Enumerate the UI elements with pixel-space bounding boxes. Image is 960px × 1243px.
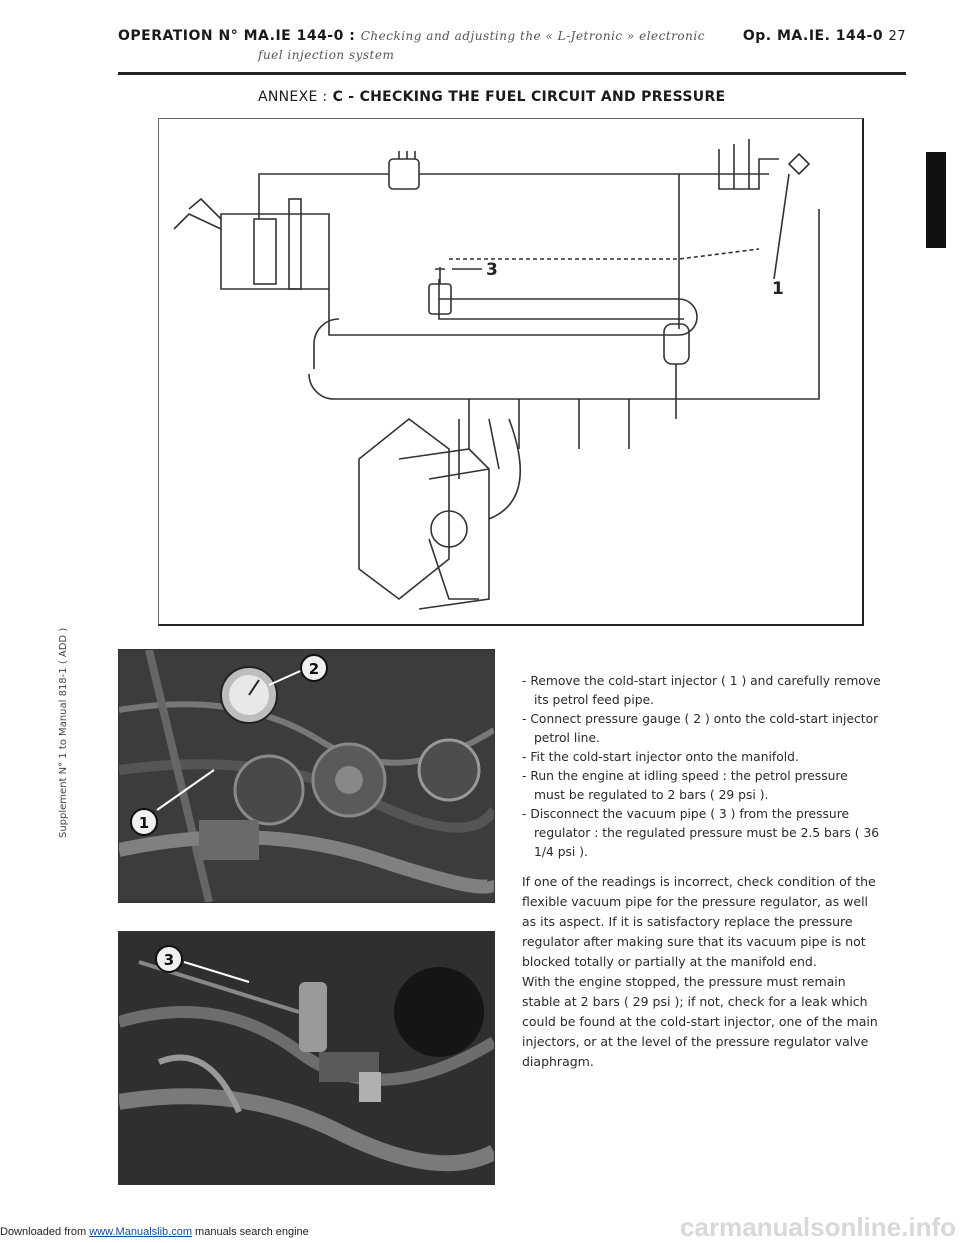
annex-prefix: ANNEXE : <box>258 89 328 105</box>
manualslib-link[interactable]: www.Manualslib.com <box>89 1226 192 1238</box>
header-right <box>743 28 906 44</box>
pressure-regulator-photo <box>299 982 327 1052</box>
operation-number: OPERATION N° MA.IE 144-0 : <box>118 28 356 44</box>
callout-1-label: 1 <box>138 814 150 832</box>
fuel-circuit-diagram <box>158 118 864 626</box>
instruction-step: - Disconnect the vacuum pipe ( 3 ) from the pressure regulator : the regulated pressure must be 2.5 bars ( 36 1/4 psi ). <box>522 807 880 859</box>
page-number: 27 <box>888 29 906 44</box>
instruction-step: - Remove the cold-start injector ( 1 ) and carefully remove its petrol feed pipe. <box>522 674 881 707</box>
header-rule <box>118 72 906 75</box>
footer-prefix: Downloaded from <box>0 1226 87 1238</box>
damper <box>664 324 689 364</box>
operation-title-line2: fuel injection system <box>258 48 395 62</box>
engine-photo-gauge-drawing <box>119 650 494 902</box>
instruction-step: - Fit the cold-start injector onto the manifold. <box>522 750 799 764</box>
cold-start-injector <box>789 154 809 174</box>
fuel-pump <box>254 219 276 284</box>
instruction-step: - Run the engine at idling speed : the petrol pressure must be regulated to 2 bars ( 29 psi ). <box>522 769 848 802</box>
engine-photo-regulator-drawing <box>119 932 494 1184</box>
note-paragraph: With the engine stopped, the pressure must remain stable at 2 bars ( 29 psi ); if not, check for a leak which could be found at the cold-start injector, one of the main injectors, or at the level of the pressure regulator valve diaphragm. <box>522 974 878 1069</box>
annex-title <box>258 89 778 105</box>
engine-photo-regulator <box>118 931 495 1185</box>
supplement-side-text: Supplement N° 1 to Manual 818-1 ( ADD ) <box>58 627 69 838</box>
annex-heading: C - CHECKING THE FUEL CIRCUIT AND PRESSURE <box>332 89 726 105</box>
instruction-step: - Connect pressure gauge ( 2 ) onto the cold-start injector petrol line. <box>522 712 879 745</box>
fuel-circuit-drawing <box>159 119 862 624</box>
download-footer <box>0 1226 309 1238</box>
note-paragraph: If one of the readings is incorrect, check condition of the flexible vacuum pipe for the pressure regulator, as well as its aspect. If it is satisfactory replace the pressure regulator after making sure that its vacuum pipe is not blocked totally or partially at the manifold end. <box>522 874 876 969</box>
fuel-filter <box>389 159 419 189</box>
instructions <box>522 672 882 1072</box>
footer-suffix: manuals search engine <box>195 1226 309 1238</box>
header-left <box>118 28 705 44</box>
callout-2-label: 2 <box>308 660 320 678</box>
diagram-label-1: 1 <box>772 279 784 299</box>
troubleshooting-note <box>522 872 882 1072</box>
fuel-tank <box>221 214 329 289</box>
engine-block <box>359 419 449 599</box>
engine-photo-gauge <box>118 649 495 903</box>
site-watermark: carmanualsonline.info <box>680 1212 956 1242</box>
operation-title: Checking and adjusting the « L-Jetronic » electronic <box>360 29 705 43</box>
diagram-label-3: 3 <box>486 260 498 280</box>
callout-3-label: 3 <box>163 951 175 969</box>
operation-ref: Op. MA.IE. 144-0 <box>742 28 884 44</box>
section-tab-marker <box>926 152 946 248</box>
